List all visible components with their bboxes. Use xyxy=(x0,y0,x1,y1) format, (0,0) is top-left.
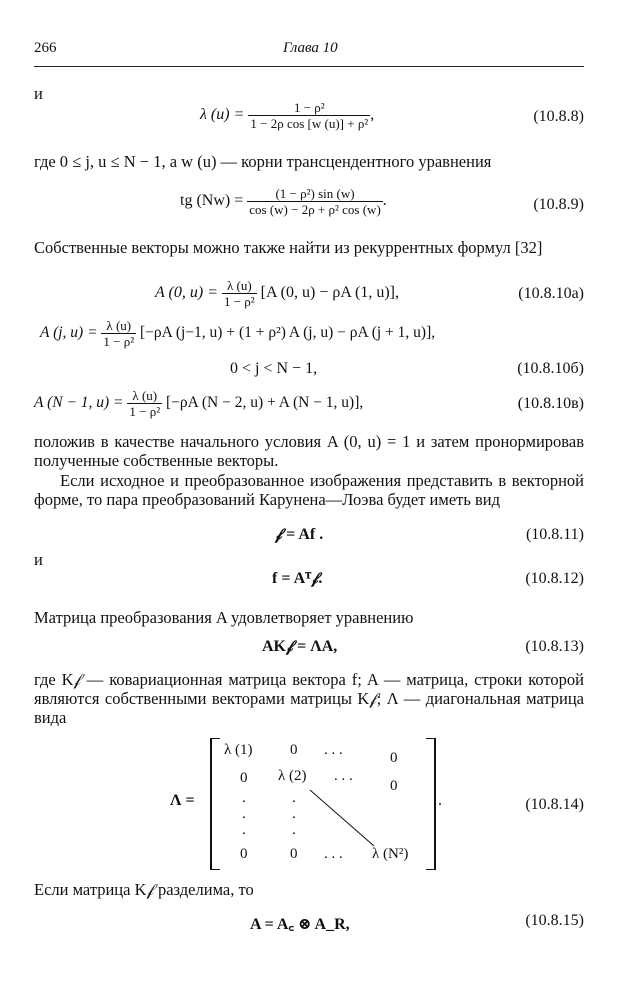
eq-number-10-8-8: (10.8.8) xyxy=(533,108,584,125)
paragraph-matrix: Матрица преобразования A удовлетворяет уравнению xyxy=(34,608,414,627)
matrix-vdot: . xyxy=(292,822,296,838)
equation-10-8-10v xyxy=(34,388,363,419)
eq4-numerator: λ (u) xyxy=(101,318,136,334)
eq4-denominator: 1 − ρ² xyxy=(103,334,135,349)
paragraph-covariance: где K𝒻 — ковариационная матрица вектора f; A — матрица, строки которой являются собственными векторами матрицы K𝒻; Λ — диагональная матрица вида xyxy=(34,670,584,727)
eq5-fraction xyxy=(127,388,162,419)
eq-number-10-8-13: (10.8.13) xyxy=(525,638,584,655)
bracket-bl xyxy=(212,869,220,870)
eq3-numerator: λ (u) xyxy=(222,278,257,294)
eq3-rhs: [A (0, u) − ρA (1, u)], xyxy=(260,284,399,302)
eq-number-10-8-9: (10.8.9) xyxy=(533,196,584,213)
matrix-vdot: . xyxy=(242,790,246,806)
eq4-lhs: A (j, u) = xyxy=(40,324,98,342)
equation-10-8-10a xyxy=(155,278,399,309)
bracket-br xyxy=(426,869,434,870)
matrix-dots: . . . xyxy=(334,768,353,784)
bracket-tr xyxy=(426,738,434,739)
matrix-lambda-1: λ (1) xyxy=(224,742,253,758)
matrix-zero: 0 xyxy=(390,750,398,766)
eq4-rhs: [−ρA (j−1, u) + (1 + ρ²) A (j, u) − ρA (j + 1, u)], xyxy=(140,324,436,342)
equation-10-8-12: f = Aᵀ𝒻. xyxy=(272,570,323,587)
eq2-numerator: (1 − ρ²) sin (w) xyxy=(247,186,383,202)
eq-number-10-8-10v: (10.8.10в) xyxy=(517,395,584,412)
eq2-fraction xyxy=(247,186,383,217)
eq1-denominator: 1 − 2ρ cos [w (u)] + ρ² xyxy=(250,116,369,131)
eq3-fraction xyxy=(222,278,257,309)
eq1-numerator: 1 − ρ² xyxy=(248,100,370,116)
equation-10-8-14-lhs: Λ = xyxy=(170,792,195,809)
eq-number-10-8-14: (10.8.14) xyxy=(525,796,584,813)
equation-10-8-8: λ (u) = $\frac{\text{1 − ρ²}}{\text{1 − 2ρ cos [w (u)] + ρ²}}$ , xyxy=(200,100,375,131)
eq2-lhs: tg (Nw) = xyxy=(180,192,244,210)
matrix-dots: . . . xyxy=(324,742,343,758)
eq3-lhs: A (0, u) = xyxy=(155,284,218,302)
matrix-zero: 0 xyxy=(240,770,248,786)
matrix-vdot: . xyxy=(292,806,296,822)
eq4-fraction xyxy=(101,318,136,349)
eq5-denominator: 1 − ρ² xyxy=(129,404,161,419)
matrix-lambda-n2: λ (N²) xyxy=(372,846,409,862)
matrix-dots: . . . xyxy=(324,846,343,862)
equation-10-8-9: tg (Nw) = $\frac{\text{(1 − ρ²) sin (w)}}{\text{cos (w) − 2ρ + ρ² cos (w)}}$ . xyxy=(180,186,387,217)
equation-10-8-15: A = A꜀ ⊗ A_R, xyxy=(250,916,350,933)
equation-10-8-10b xyxy=(40,318,435,349)
matrix-zero: 0 xyxy=(290,846,298,862)
eq-number-10-8-10b: (10.8.10б) xyxy=(517,360,584,377)
eq4-condition: 0 < j < N − 1, xyxy=(230,360,318,377)
header-rule xyxy=(34,66,584,67)
chapter-title: Глава 10 xyxy=(283,40,338,56)
matrix-zero: 0 xyxy=(290,742,298,758)
diagonal-matrix xyxy=(210,738,436,870)
paragraph-recurrent: Собственные векторы можно также найти из рекуррентных формул [32] xyxy=(34,238,543,257)
page-number: 266 xyxy=(34,40,57,56)
matrix-zero: 0 xyxy=(390,778,398,794)
equation-10-8-13: AK𝒻 = ΛA, xyxy=(262,638,338,655)
word-and-2: и xyxy=(34,550,43,569)
eq5-lhs: A (N − 1, u) = xyxy=(34,394,124,412)
paragraph-karhunen: Если исходное и преобразованное изображения представить в векторной форме, то пара преобразований Карунена—Лоэва будет иметь вид xyxy=(34,471,584,509)
equation-10-8-11: 𝒻 = Af . xyxy=(275,526,324,543)
paragraph-initial-condition: положив в качестве начального условия A (0, u) = 1 и затем пронормировав полученные собственные векторы. xyxy=(34,432,584,470)
eq-number-10-8-15: (10.8.15) xyxy=(525,912,584,929)
eq-number-10-8-12: (10.8.12) xyxy=(525,570,584,587)
paragraph-roots: где 0 ≤ j, u ≤ N − 1, а w (u) — корни трансцендентного уравнения xyxy=(34,152,492,171)
word-and-1: и xyxy=(34,84,43,103)
eq1-fraction xyxy=(248,100,370,131)
eq5-rhs: [−ρA (N − 2, u) + A (N − 1, u)], xyxy=(166,394,364,412)
eq-number-10-8-11: (10.8.11) xyxy=(525,526,584,543)
matrix-vdot: . xyxy=(242,822,246,838)
matrix-vdot: . xyxy=(292,790,296,806)
eq2-denominator: cos (w) − 2ρ + ρ² cos (w) xyxy=(249,202,381,217)
eq3-denominator: 1 − ρ² xyxy=(223,294,255,309)
matrix-period: . xyxy=(438,792,442,809)
eq-number-10-8-10a: (10.8.10а) xyxy=(518,285,584,302)
matrix-zero: 0 xyxy=(240,846,248,862)
matrix-diagonal-line xyxy=(308,788,378,850)
bracket-tl xyxy=(212,738,220,739)
eq5-numerator: λ (u) xyxy=(127,388,162,404)
paragraph-separable: Если матрица K𝒻 разделима, то xyxy=(34,880,254,899)
eq1-lhs: λ (u) = xyxy=(200,106,245,124)
matrix-lambda-2: λ (2) xyxy=(278,768,307,784)
matrix-vdot: . xyxy=(242,806,246,822)
